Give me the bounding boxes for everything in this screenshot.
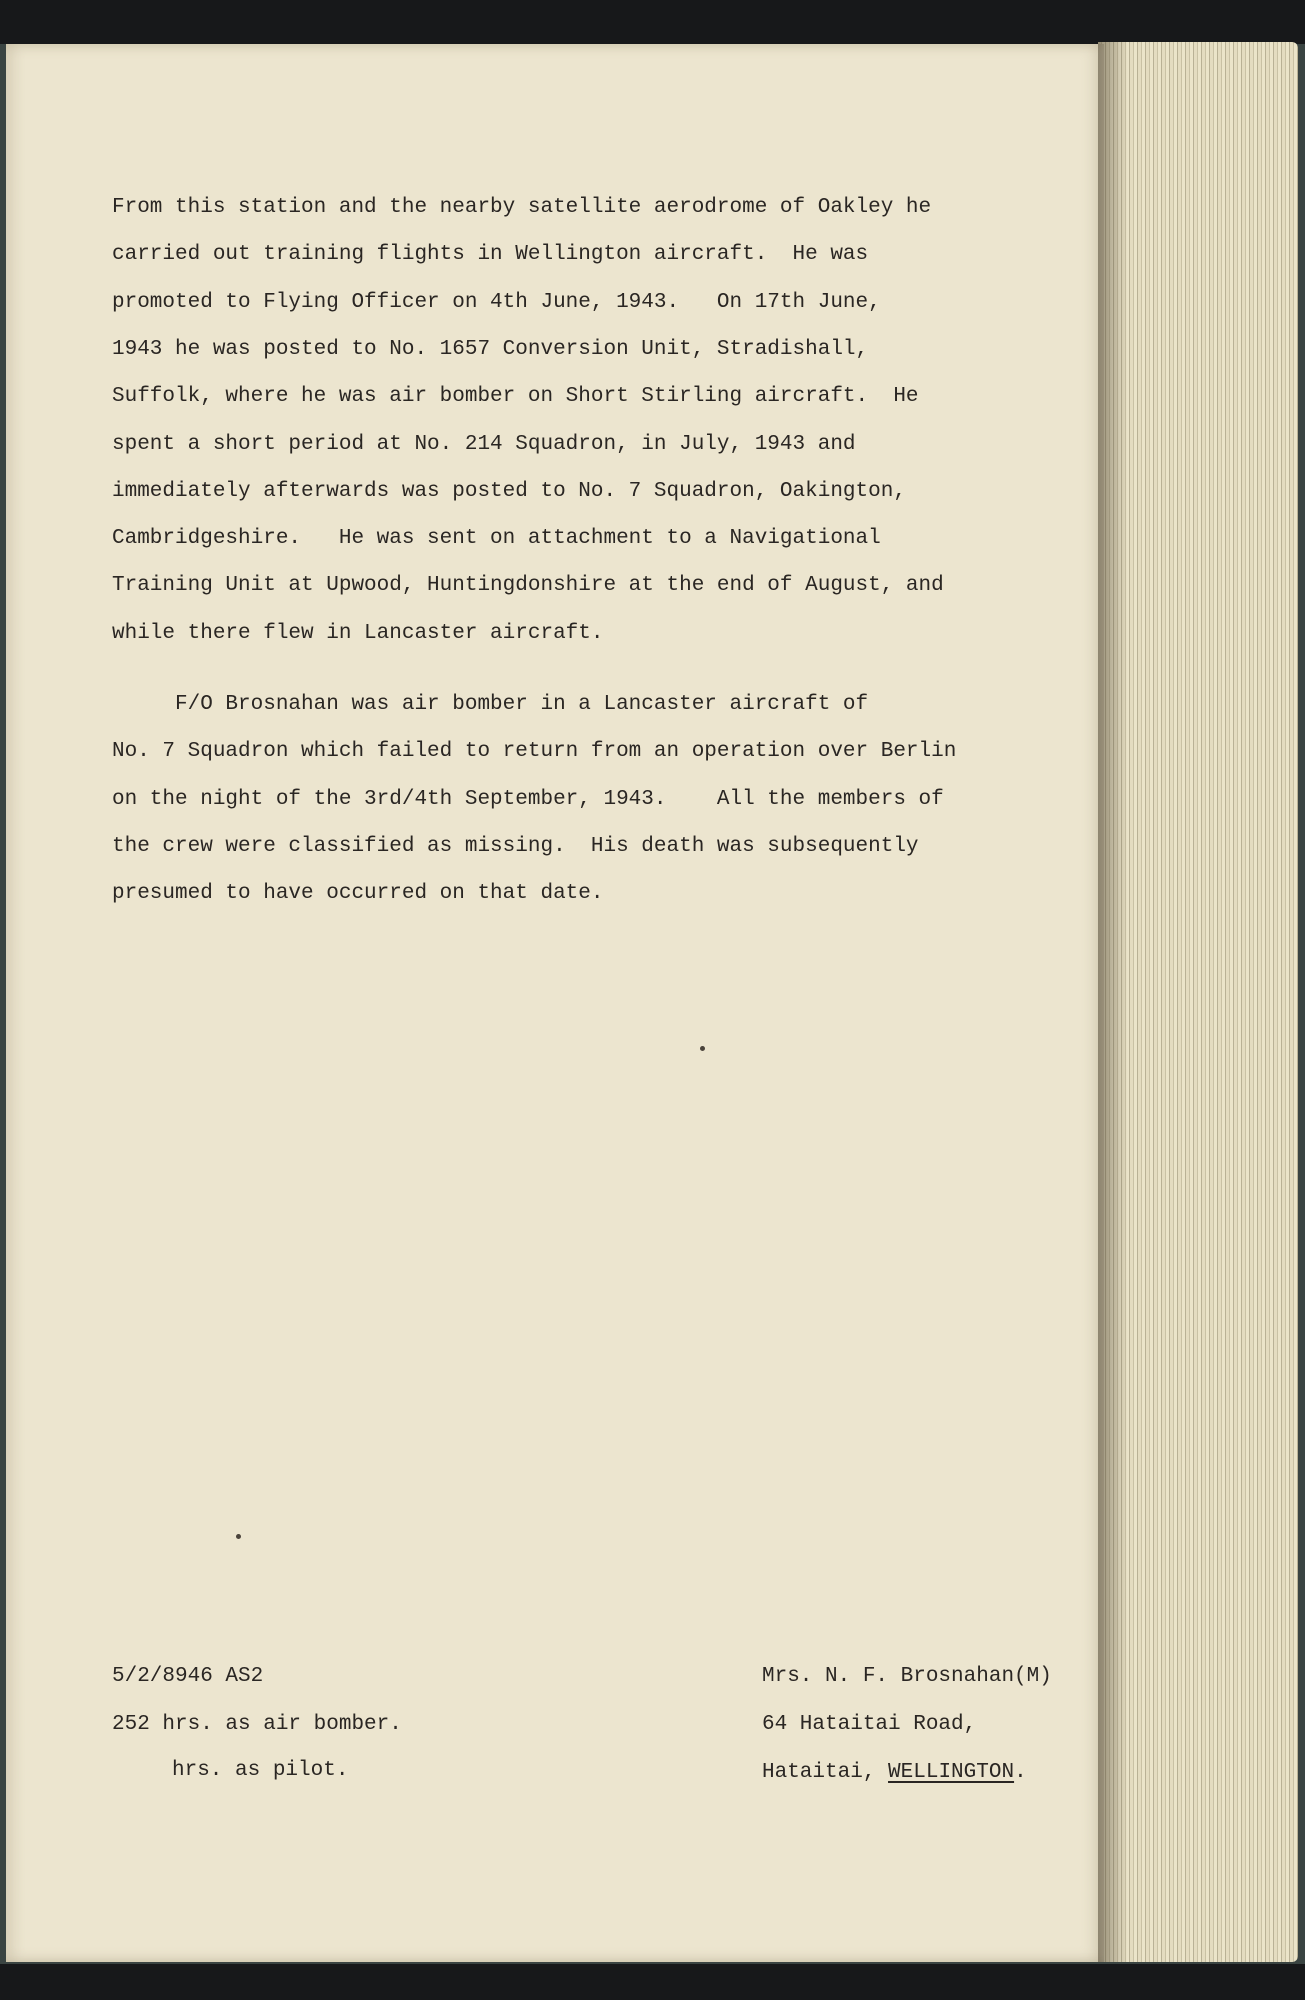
page-edges <box>1098 42 1298 1962</box>
body-line: 1943 he was posted to No. 1657 Conversion Unit, Stradishall, <box>112 337 869 361</box>
body-line: F/O Brosnahan was air bomber in a Lancaster aircraft of <box>112 693 869 716</box>
body-text <box>112 196 1072 916</box>
body-line: spent a short period at No. 214 Squadron, in July, 1943 and <box>112 432 856 456</box>
body-line: the crew were classified as missing. His death was subsequently <box>112 834 919 858</box>
address-suburb: Hataitai, <box>762 1761 889 1784</box>
body-line: presumed to have occurred on that date. <box>112 882 604 906</box>
hours-pilot: hrs. as pilot. <box>172 1759 349 1782</box>
address-city-suffix: . <box>1014 1761 1027 1784</box>
hours-air-bomber: 252 hrs. as air bomber. <box>112 1713 402 1736</box>
body-line: No. 7 Squadron which failed to return from an operation over Berlin <box>112 740 957 764</box>
body-line: on the night of the 3rd/4th September, 1943. All the members of <box>112 787 944 811</box>
body-line: From this station and the nearby satellite aerodrome of Oakley he <box>112 196 932 219</box>
ink-speck <box>700 1046 705 1051</box>
file-number: 5/2/8946 AS2 <box>112 1665 264 1688</box>
address-city-line <box>762 1761 1027 1784</box>
ink-speck <box>236 1534 241 1539</box>
address-block <box>762 1665 1102 1815</box>
body-line: immediately afterwards was posted to No. 7 Squadron, Oakington, <box>112 479 906 503</box>
address-street: 64 Hataitai Road, <box>762 1713 977 1736</box>
body-line: Cambridgeshire. He was sent on attachment to a Navigational <box>112 527 881 551</box>
page-gutter-shadow <box>1098 42 1128 1962</box>
body-line: carried out training flights in Wellington aircraft. He was <box>112 243 869 267</box>
body-line: Training Unit at Upwood, Huntingdonshire at the end of August, and <box>112 574 944 598</box>
addressee-name: Mrs. N. F. Brosnahan(M) <box>762 1665 1052 1688</box>
body-line: promoted to Flying Officer on 4th June, 1943. On 17th June, <box>112 290 881 314</box>
reference-block <box>112 1665 532 1815</box>
address-city: WELLINGTON <box>888 1761 1015 1784</box>
body-line: while there flew in Lancaster aircraft. <box>112 621 604 645</box>
body-line: Suffolk, where he was air bomber on Short Stirling aircraft. He <box>112 385 919 409</box>
